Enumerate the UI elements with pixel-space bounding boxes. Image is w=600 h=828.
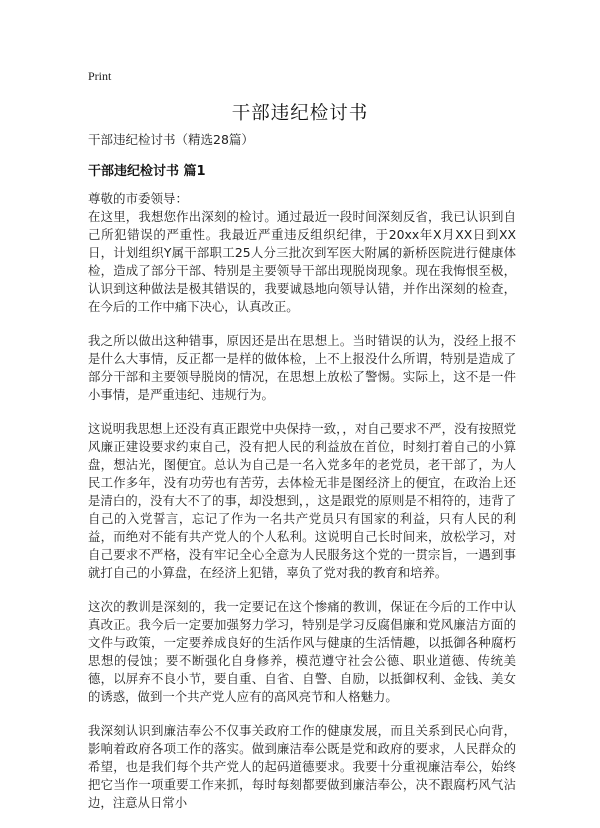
paragraph-5: 我深刻认识到廉洁奉公不仅事关政府工作的健康发展，而且关系到民心向背，影响着政府各项工作的落实。做到廉洁奉公既是党和政府的要求，人民群众的希望，也是我们每个共产党人的起码道德要求。我要十分重视廉洁奉公，始终把它当作一项重要工作来抓，每时每刻都要做到廉洁奉公，决不跟腐朽风气沾边，注意从日常小 <box>88 723 516 810</box>
section-heading: 干部违纪检讨书 篇1 <box>88 164 206 179</box>
paragraph-3: 这说明我思想上还没有真正跟党中央保持一致，，对自己要求不严，没有按照党风廉正建设要求约束自己，没有把人民的利益放在首位，时刻打着自己的小算盘，想沾光，图便宜。总认为自己是一名入党多年的老党员，老干部了，为人民工作多年，没有功劳也有苦劳，去体检无非是图经济上的便宜，在政治上还是清白的，没有大不了的事，却没想到，，这是跟党的原则是不相符的，违背了自己的入党誓言，忘记了作为一名共产党员只有国家的利益，只有人民的利益，而绝对不能有共产党人的个人私利。这说明自己长时间来，放松学习，对自己要求不严格，没有牢记全心全意为人民服务这个党的一贯宗旨，一遇到事就打自己的小算盘，在经济上犯错，辜负了党对我的教育和培养。 <box>88 421 516 580</box>
document-subtitle: 干部违纪检讨书（精选28篇） <box>88 132 254 147</box>
print-link[interactable]: Print <box>88 69 112 83</box>
letter-body <box>88 208 516 828</box>
paragraph-1: 在这里，我想您作出深刻的检讨。通过最近一段时间深刻反省，我已认识到自己所犯错误的严重性。我最近严重违反组织纪律，于20xx年X月XX日到XX日，计划组织Y属干部职工25人分三批次到军医大附属的新桥医院进行健康体检，造成了部分干部、特别是主要领导干部出现脱岗现象。现在我悔恨至极，认识到这种做法是极其错误的，我要诚恳地向领导认错，并作出深刻的检查，在今后的工作中痛下决心，认真改正。 <box>88 209 516 314</box>
paragraph-2: 我之所以做出这种错事，原因还是出在思想上。当时错误的认为，没经上报不是什么大事情，反正都一是样的做体检，上不上报没什么所谓，特别是造成了部分干部和主要领导脱岗的情况，在思想上放松了警惕。实际上，这不是一件小事情，是严重违纪、违规行为。 <box>88 333 516 402</box>
salutation: 尊敬的市委领导： <box>88 191 189 206</box>
paragraph-4: 这次的教训是深刻的，我一定要记在这个惨痛的教训，保证在今后的工作中认真改正。我今后一定要加强努力学习，特别是学习反腐倡廉和党风廉洁方面的文件与政策，一定要养成良好的生活作风与健康的生活情趣，以抵御各种腐朽思想的侵蚀；要不断强化自身修养，模范遵守社会公德、职业道德、传统美德，以屏弃不良小节，要自重、自省、自警、自励，以抵御权利、金钱、美女的诱惑，做到一个共产党人应有的高风亮节和人格魅力。 <box>88 599 516 704</box>
document-title: 干部违纪检讨书 <box>231 103 369 124</box>
